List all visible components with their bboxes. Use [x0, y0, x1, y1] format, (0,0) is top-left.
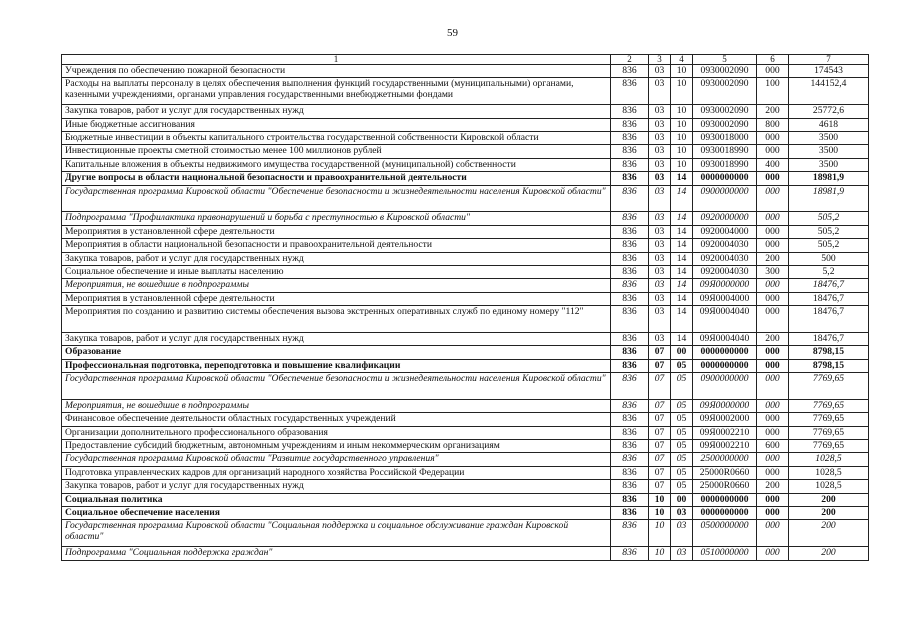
expense-type-cell: 000: [757, 292, 789, 305]
table-row: [62, 399, 869, 412]
subsection-cell: 14: [671, 212, 693, 225]
target-article-cell: 0930018990: [693, 158, 757, 171]
section-cell: 03: [649, 279, 671, 292]
amount-cell: 500: [789, 252, 869, 265]
column-header: 4: [671, 55, 693, 65]
section-cell: 07: [649, 359, 671, 372]
chapter-code-cell: 836: [611, 306, 649, 333]
row-name-cell: Закупка товаров, работ и услуг для государственных нужд: [62, 332, 611, 345]
target-article-cell: 0000000000: [693, 359, 757, 372]
chapter-code-cell: 836: [611, 118, 649, 131]
expense-type-cell: 000: [757, 453, 789, 466]
chapter-code-cell: 836: [611, 346, 649, 359]
expense-type-cell: 000: [757, 493, 789, 506]
row-name-cell: Закупка товаров, работ и услуг для государственных нужд: [62, 252, 611, 265]
chapter-code-cell: 836: [611, 440, 649, 453]
row-name-cell: Мероприятия в установленной сфере деятельности: [62, 225, 611, 238]
target-article-cell: 09Я0004000: [693, 292, 757, 305]
amount-cell: 3500: [789, 131, 869, 144]
expense-type-cell: 000: [757, 239, 789, 252]
chapter-code-cell: 836: [611, 506, 649, 519]
column-header: 5: [693, 55, 757, 65]
row-name-cell: Подпрограмма "Социальная поддержка граждан": [62, 547, 611, 560]
table-row: [62, 78, 869, 105]
subsection-cell: 05: [671, 466, 693, 479]
row-name-cell: Социальное обеспечение и иные выплаты населению: [62, 265, 611, 278]
subsection-cell: 14: [671, 225, 693, 238]
row-name-cell: Подготовка управленческих кадров для организаций народного хозяйства Российской Федерации: [62, 466, 611, 479]
table-row: [62, 440, 869, 453]
expense-type-cell: 000: [757, 346, 789, 359]
section-cell: 10: [649, 520, 671, 547]
subsection-cell: 03: [671, 547, 693, 560]
amount-cell: 1028,5: [789, 480, 869, 493]
subsection-cell: 10: [671, 131, 693, 144]
amount-cell: 505,2: [789, 212, 869, 225]
target-article-cell: 09Я0000000: [693, 279, 757, 292]
chapter-code-cell: 836: [611, 292, 649, 305]
table-row: [62, 105, 869, 118]
table-row: [62, 332, 869, 345]
expense-type-cell: 300: [757, 265, 789, 278]
amount-cell: 7769,65: [789, 373, 869, 400]
expense-type-cell: 200: [757, 252, 789, 265]
section-cell: 07: [649, 346, 671, 359]
expense-type-cell: 600: [757, 440, 789, 453]
subsection-cell: 10: [671, 65, 693, 78]
chapter-code-cell: 836: [611, 252, 649, 265]
table-row: [62, 413, 869, 426]
target-article-cell: 0920004030: [693, 252, 757, 265]
subsection-cell: 14: [671, 292, 693, 305]
page-number: 59: [447, 27, 458, 39]
expense-type-cell: 000: [757, 506, 789, 519]
chapter-code-cell: 836: [611, 359, 649, 372]
target-article-cell: 0930002090: [693, 105, 757, 118]
chapter-code-cell: 836: [611, 466, 649, 479]
expense-type-cell: 200: [757, 480, 789, 493]
section-cell: 03: [649, 306, 671, 333]
row-name-cell: Мероприятия, не вошедшие в подпрограммы: [62, 399, 611, 412]
row-name-cell: Закупка товаров, работ и услуг для государственных нужд: [62, 105, 611, 118]
section-cell: 10: [649, 506, 671, 519]
row-name-cell: Мероприятия по созданию и развитию системы обеспечения вызова экстренных оперативных служб по единому номеру "112": [62, 306, 611, 333]
table-row: [62, 453, 869, 466]
expense-type-cell: 000: [757, 399, 789, 412]
table-row: [62, 426, 869, 439]
amount-cell: 18981,9: [789, 185, 869, 212]
target-article-cell: 0500000000: [693, 520, 757, 547]
table-row: [62, 225, 869, 238]
subsection-cell: 10: [671, 105, 693, 118]
chapter-code-cell: 836: [611, 413, 649, 426]
target-article-cell: 0900000000: [693, 373, 757, 400]
table-row: [62, 145, 869, 158]
expense-type-cell: 000: [757, 373, 789, 400]
expense-type-cell: 000: [757, 520, 789, 547]
section-cell: 07: [649, 399, 671, 412]
row-name-cell: Капитальные вложения в объекты недвижимого имущества государственной (муниципальной) собственности: [62, 158, 611, 171]
row-name-cell: Социальная политика: [62, 493, 611, 506]
section-cell: 03: [649, 172, 671, 185]
expense-type-cell: 000: [757, 466, 789, 479]
chapter-code-cell: 836: [611, 131, 649, 144]
chapter-code-cell: 836: [611, 265, 649, 278]
target-article-cell: 0000000000: [693, 172, 757, 185]
chapter-code-cell: 836: [611, 547, 649, 560]
expense-type-cell: 000: [757, 212, 789, 225]
expense-type-cell: 000: [757, 65, 789, 78]
expense-type-cell: 000: [757, 145, 789, 158]
target-article-cell: 2500000000: [693, 453, 757, 466]
section-cell: 03: [649, 65, 671, 78]
amount-cell: 1028,5: [789, 453, 869, 466]
section-cell: 03: [649, 105, 671, 118]
chapter-code-cell: 836: [611, 158, 649, 171]
section-cell: 07: [649, 466, 671, 479]
amount-cell: 7769,65: [789, 426, 869, 439]
target-article-cell: 0920004030: [693, 239, 757, 252]
row-name-cell: Иные бюджетные ассигнования: [62, 118, 611, 131]
column-header: 3: [649, 55, 671, 65]
target-article-cell: 0930018000: [693, 131, 757, 144]
expense-type-cell: 000: [757, 306, 789, 333]
row-name-cell: Инвестиционные проекты сметной стоимостью менее 100 миллионов рублей: [62, 145, 611, 158]
target-article-cell: 09Я0004040: [693, 306, 757, 333]
section-cell: 03: [649, 185, 671, 212]
table-row: [62, 131, 869, 144]
subsection-cell: 05: [671, 480, 693, 493]
section-cell: 03: [649, 332, 671, 345]
subsection-cell: 03: [671, 506, 693, 519]
amount-cell: 8798,15: [789, 359, 869, 372]
expense-type-cell: 000: [757, 185, 789, 212]
expense-type-cell: 000: [757, 131, 789, 144]
row-name-cell: Государственная программа Кировской области "Социальная поддержка и социальное обслуживание граждан Кировской области": [62, 520, 611, 547]
target-article-cell: 09Я0002000: [693, 413, 757, 426]
section-cell: 07: [649, 453, 671, 466]
row-name-cell: Организации дополнительного профессионального образования: [62, 426, 611, 439]
chapter-code-cell: 836: [611, 453, 649, 466]
expense-type-cell: 000: [757, 359, 789, 372]
section-cell: 03: [649, 131, 671, 144]
chapter-code-cell: 836: [611, 225, 649, 238]
amount-cell: 144152,4: [789, 78, 869, 105]
row-name-cell: Бюджетные инвестиции в объекты капитального строительства государственной собственности Кировской области: [62, 131, 611, 144]
chapter-code-cell: 836: [611, 399, 649, 412]
subsection-cell: 10: [671, 145, 693, 158]
expense-type-cell: 800: [757, 118, 789, 131]
column-header: 6: [757, 55, 789, 65]
row-name-cell: Государственная программа Кировской области "Обеспечение безопасности и жизнедеятельности населения Кировской области": [62, 185, 611, 212]
section-cell: 03: [649, 78, 671, 105]
chapter-code-cell: 836: [611, 185, 649, 212]
table-row: [62, 118, 869, 131]
target-article-cell: 0920004030: [693, 265, 757, 278]
table-row: [62, 212, 869, 225]
table-row: [62, 292, 869, 305]
row-name-cell: Другие вопросы в области национальной безопасности и правоохранительной деятельности: [62, 172, 611, 185]
table-row: [62, 359, 869, 372]
column-header: 2: [611, 55, 649, 65]
column-header: 1: [62, 55, 611, 65]
row-name-cell: Социальное обеспечение населения: [62, 506, 611, 519]
target-article-cell: 0920000000: [693, 212, 757, 225]
subsection-cell: 14: [671, 172, 693, 185]
subsection-cell: 00: [671, 346, 693, 359]
subsection-cell: 14: [671, 332, 693, 345]
row-name-cell: Профессиональная подготовка, переподготовка и повышение квалификации: [62, 359, 611, 372]
amount-cell: 18476,7: [789, 279, 869, 292]
subsection-cell: 14: [671, 185, 693, 212]
target-article-cell: 0920004000: [693, 225, 757, 238]
subsection-cell: 05: [671, 399, 693, 412]
amount-cell: 8798,15: [789, 346, 869, 359]
column-header: 7: [789, 55, 869, 65]
table-row: [62, 520, 869, 547]
chapter-code-cell: 836: [611, 373, 649, 400]
budget-table: [61, 54, 869, 561]
section-cell: 07: [649, 426, 671, 439]
section-cell: 07: [649, 440, 671, 453]
section-cell: 03: [649, 225, 671, 238]
expense-type-cell: 400: [757, 158, 789, 171]
section-cell: 07: [649, 373, 671, 400]
amount-cell: 3500: [789, 145, 869, 158]
target-article-cell: 0930002090: [693, 78, 757, 105]
subsection-cell: 05: [671, 440, 693, 453]
table-row: [62, 506, 869, 519]
chapter-code-cell: 836: [611, 279, 649, 292]
row-name-cell: Финансовое обеспечение деятельности областных государственных учреждений: [62, 413, 611, 426]
target-article-cell: 09Я0004040: [693, 332, 757, 345]
subsection-cell: 05: [671, 373, 693, 400]
expense-type-cell: 000: [757, 413, 789, 426]
section-cell: 07: [649, 480, 671, 493]
table-row: [62, 493, 869, 506]
section-cell: 03: [649, 292, 671, 305]
table-row: [62, 373, 869, 400]
subsection-cell: 14: [671, 265, 693, 278]
expense-type-cell: 100: [757, 78, 789, 105]
chapter-code-cell: 836: [611, 145, 649, 158]
amount-cell: 200: [789, 520, 869, 547]
subsection-cell: 03: [671, 520, 693, 547]
subsection-cell: 05: [671, 453, 693, 466]
section-cell: 07: [649, 413, 671, 426]
target-article-cell: 0000000000: [693, 506, 757, 519]
subsection-cell: 10: [671, 78, 693, 105]
subsection-cell: 14: [671, 252, 693, 265]
table-row: [62, 466, 869, 479]
chapter-code-cell: 836: [611, 480, 649, 493]
row-name-cell: Образование: [62, 346, 611, 359]
target-article-cell: 0930002090: [693, 65, 757, 78]
amount-cell: 7769,65: [789, 399, 869, 412]
amount-cell: 18476,7: [789, 332, 869, 345]
amount-cell: 25772,6: [789, 105, 869, 118]
row-name-cell: Мероприятия, не вошедшие в подпрограммы: [62, 279, 611, 292]
table-row: [62, 65, 869, 78]
target-article-cell: 09Я0000000: [693, 399, 757, 412]
subsection-cell: 10: [671, 118, 693, 131]
amount-cell: 7769,65: [789, 413, 869, 426]
expense-type-cell: 000: [757, 547, 789, 560]
subsection-cell: 14: [671, 306, 693, 333]
expense-type-cell: 200: [757, 105, 789, 118]
amount-cell: 1028,5: [789, 466, 869, 479]
amount-cell: 18981,9: [789, 172, 869, 185]
chapter-code-cell: 836: [611, 239, 649, 252]
chapter-code-cell: 836: [611, 105, 649, 118]
section-cell: 03: [649, 252, 671, 265]
section-cell: 03: [649, 145, 671, 158]
table-row: [62, 306, 869, 333]
chapter-code-cell: 836: [611, 520, 649, 547]
table-row: [62, 158, 869, 171]
amount-cell: 505,2: [789, 239, 869, 252]
amount-cell: 505,2: [789, 225, 869, 238]
row-name-cell: Государственная программа Кировской области "Развитие государственного управления": [62, 453, 611, 466]
target-article-cell: 09Я0002210: [693, 426, 757, 439]
row-name-cell: Предоставление субсидий бюджетным, автономным учреждениям и иным некоммерческим организациям: [62, 440, 611, 453]
section-cell: 03: [649, 239, 671, 252]
target-article-cell: 0930018990: [693, 145, 757, 158]
chapter-code-cell: 836: [611, 65, 649, 78]
table-row: [62, 185, 869, 212]
target-article-cell: 09Я0002210: [693, 440, 757, 453]
chapter-code-cell: 836: [611, 78, 649, 105]
row-name-cell: Государственная программа Кировской области "Обеспечение безопасности и жизнедеятельности населения Кировской области": [62, 373, 611, 400]
section-cell: 03: [649, 118, 671, 131]
amount-cell: 3500: [789, 158, 869, 171]
subsection-cell: 10: [671, 158, 693, 171]
amount-cell: 5,2: [789, 265, 869, 278]
row-name-cell: Закупка товаров, работ и услуг для государственных нужд: [62, 480, 611, 493]
table-row: [62, 265, 869, 278]
row-name-cell: Подпрограмма "Профилактика правонарушений и борьба с преступностью в Кировской области": [62, 212, 611, 225]
subsection-cell: 05: [671, 413, 693, 426]
subsection-cell: 14: [671, 239, 693, 252]
section-cell: 10: [649, 493, 671, 506]
chapter-code-cell: 836: [611, 493, 649, 506]
target-article-cell: 0900000000: [693, 185, 757, 212]
amount-cell: 200: [789, 493, 869, 506]
column-number-header: [62, 55, 869, 65]
amount-cell: 4618: [789, 118, 869, 131]
amount-cell: 200: [789, 506, 869, 519]
chapter-code-cell: 836: [611, 426, 649, 439]
target-article-cell: 25000R0660: [693, 466, 757, 479]
subsection-cell: 05: [671, 426, 693, 439]
row-name-cell: Расходы на выплаты персоналу в целях обеспечения выполнения функций государственными (муниципальными) органами, казенными учреждениями, органами управления государственными внебюджетными фондами: [62, 78, 611, 105]
target-article-cell: 0000000000: [693, 493, 757, 506]
amount-cell: 7769,65: [789, 440, 869, 453]
expense-type-cell: 000: [757, 279, 789, 292]
chapter-code-cell: 836: [611, 332, 649, 345]
section-cell: 03: [649, 265, 671, 278]
section-cell: 10: [649, 547, 671, 560]
amount-cell: 18476,7: [789, 292, 869, 305]
expense-type-cell: 000: [757, 225, 789, 238]
amount-cell: 200: [789, 547, 869, 560]
amount-cell: 18476,7: [789, 306, 869, 333]
section-cell: 03: [649, 212, 671, 225]
table-row: [62, 480, 869, 493]
row-name-cell: Мероприятия в установленной сфере деятельности: [62, 292, 611, 305]
expense-type-cell: 200: [757, 332, 789, 345]
subsection-cell: 00: [671, 493, 693, 506]
amount-cell: 174543: [789, 65, 869, 78]
expense-type-cell: 000: [757, 426, 789, 439]
row-name-cell: Мероприятия в области национальной безопасности и правоохранительной деятельности: [62, 239, 611, 252]
table-row: [62, 547, 869, 560]
target-article-cell: 0930002090: [693, 118, 757, 131]
target-article-cell: 0510000000: [693, 547, 757, 560]
chapter-code-cell: 836: [611, 172, 649, 185]
section-cell: 03: [649, 158, 671, 171]
table-row: [62, 346, 869, 359]
target-article-cell: 0000000000: [693, 346, 757, 359]
expense-type-cell: 000: [757, 172, 789, 185]
target-article-cell: 25000R0660: [693, 480, 757, 493]
subsection-cell: 14: [671, 279, 693, 292]
table-row: [62, 172, 869, 185]
table-row: [62, 252, 869, 265]
row-name-cell: Учреждения по обеспечению пожарной безопасности: [62, 65, 611, 78]
subsection-cell: 05: [671, 359, 693, 372]
table-row: [62, 239, 869, 252]
chapter-code-cell: 836: [611, 212, 649, 225]
table-row: [62, 279, 869, 292]
